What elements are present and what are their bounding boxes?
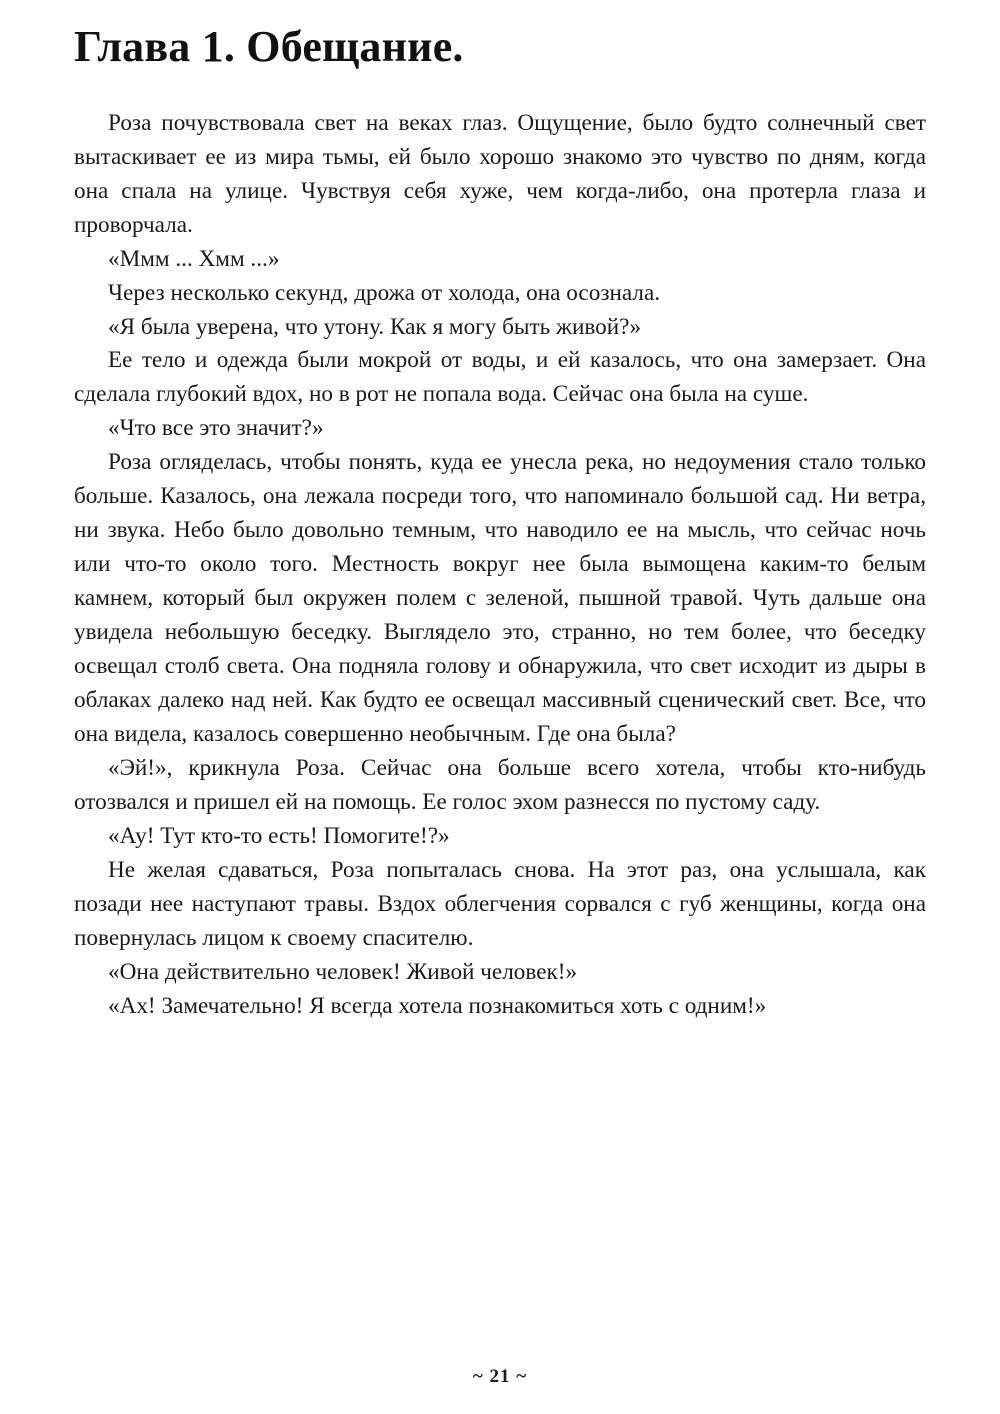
paragraph: «Что все это значит?» xyxy=(108,415,324,442)
paragraph: «Эй!», крикнула Роза. Сейчас она больше всего хотела, чтобы кто-нибудь отозвался и пришел ей на помощь. Ее голос эхом разнесся по пустому саду. xyxy=(74,755,926,816)
paragraph: Роза огляделась, чтобы понять, куда ее унесла река, но недоумения стало только больше. Казалось, она лежала посреди того, что напоминало большой сад. Ни ветра, ни звука. Небо было довольно темным, что наводило ее на мысль, что сейчас ночь или что-то около того. Местность вокруг нее была вымощена каким-то белым камнем, который был окружен полем с зеленой, пышной травой. Чуть дальше она увидела небольшую беседку. Выглядело это, странно, но тем более, что беседку освещал столб света. Она подняла голову и обнаружила, что свет исходит из дыры в облаках далеко над ней. Как будто ее освещал массивный сценический свет. Все, что она видела, казалось совершенно необычным. Где она была? xyxy=(74,449,926,748)
page-title: Глава 1. Обещание. xyxy=(74,22,464,71)
paragraph: «Ах! Замечательно! Я всегда хотела познакомиться хоть с одним!» xyxy=(108,993,767,1020)
paragraph: «Ау! Тут кто-то есть! Помогите!?» xyxy=(108,823,450,850)
paragraph: «Я была уверена, что утону. Как я могу быть живой?» xyxy=(108,313,642,340)
paragraph: Не желая сдаваться, Роза попыталась снова. На этот раз, она услышала, как позади нее наступают травы. Вздох облегчения сорвался с губ женщины, когда она повернулась лицом к своему спасителю. xyxy=(74,857,926,952)
paragraph: Роза почувствовала свет на веках глаз. Ощущение, было будто солнечный свет вытаскивает ее из мира тьмы, ей было хорошо знакомо это чувство по дням, когда она спала на улице. Чувствуя себя хуже, чем когда-либо, она протерла глаза и проворчала. xyxy=(74,109,926,238)
paragraph: Ее тело и одежда были мокрой от воды, и ей казалось, что она замерзает. Она сделала глубокий вдох, но в рот не попала вода. Сейчас она была на суше. xyxy=(74,347,926,408)
page-number: ~ 21 ~ xyxy=(472,1366,528,1387)
body-text xyxy=(74,107,926,1025)
paragraph: «Ммм ... Хмм ...» xyxy=(108,245,280,272)
paragraph: «Она действительно человек! Живой человек!» xyxy=(108,959,578,986)
paragraph: Через несколько секунд, дрожа от холода, она осознала. xyxy=(108,279,661,306)
